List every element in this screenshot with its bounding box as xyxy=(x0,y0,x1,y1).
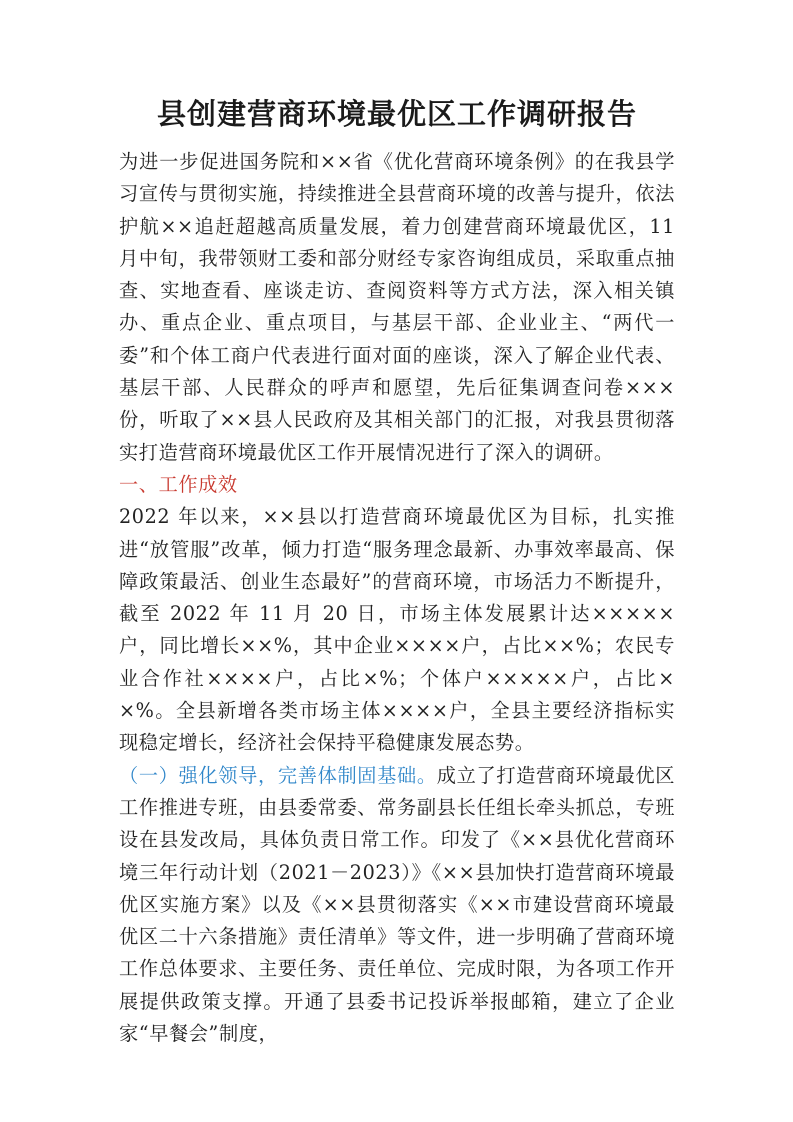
subsection-lead: （一）强化领导，完善体制固基础。 xyxy=(119,763,437,787)
subsection-paragraph xyxy=(119,760,675,1051)
document-title: 县创建营商环境最优区工作调研报告 xyxy=(156,97,637,131)
achievements-paragraph: 2022 年以来，××县以打造营商环境最优区为目标，扎实推进“放管服”改革，倾力打造“服务理念最新、办事效率最高、保障政策最活、创业生态最好”的营商环境，市场活力不断提升，截至 2022 年 11 月 20 日，市场主体发展累计达×××××户，同比增长××%，其中企业××××户，占比××%；农民专业合作社××××户，占比×%；个体户×××××户，占比××%。全县新增各类市场主体××××户，全县主要经济指标实现稳定增长，经济社会保持平稳健康发展态势。 xyxy=(119,505,675,755)
section-heading-achievements: 一、工作成效 xyxy=(119,472,238,496)
subsection-body: 成立了打造营商环境最优区工作推进专班，由县委常委、常务副县长任组长牵头抓总，专班设在县发改局，具体负责日常工作。印发了《××县优化营商环境三年行动计划（2021－2023）》《××县加快打造营商环境最优区实施方案》以及《××县贯彻落实《××市建设营商环境最优区二十六条措施》责任清单》等文件，进一步明确了营商环境工作总体要求、主要任务、责任单位、完成时限，为各项工作开展提供政策支撑。开通了县委书记投诉举报邮箱，建立了企业家“早餐会”制度， xyxy=(119,763,675,1046)
intro-paragraph: 为进一步促进国务院和××省《优化营商环境条例》的在我县学习宣传与贯彻实施，持续推进全县营商环境的改善与提升，依法护航××追赶超越高质量发展，着力创建营商环境最优区，11 月中旬，我带领财工委和部分财经专家咨询组成员，采取重点抽查、实地查看、座谈走访、查阅资料等方式方法，深入相关镇办、重点企业、重点项目，与基层干部、企业业主、“两代一委”和个体工商户代表进行面对面的座谈，深入了解企业代表、基层干部、人民群众的呼声和愿望，先后征集调查问卷×××份，听取了××县人民政府及其相关部门的汇报，对我县贯彻落实打造营商环境最优区工作开展情况进行了深入的调研。 xyxy=(119,150,675,464)
document-page xyxy=(119,88,675,1050)
